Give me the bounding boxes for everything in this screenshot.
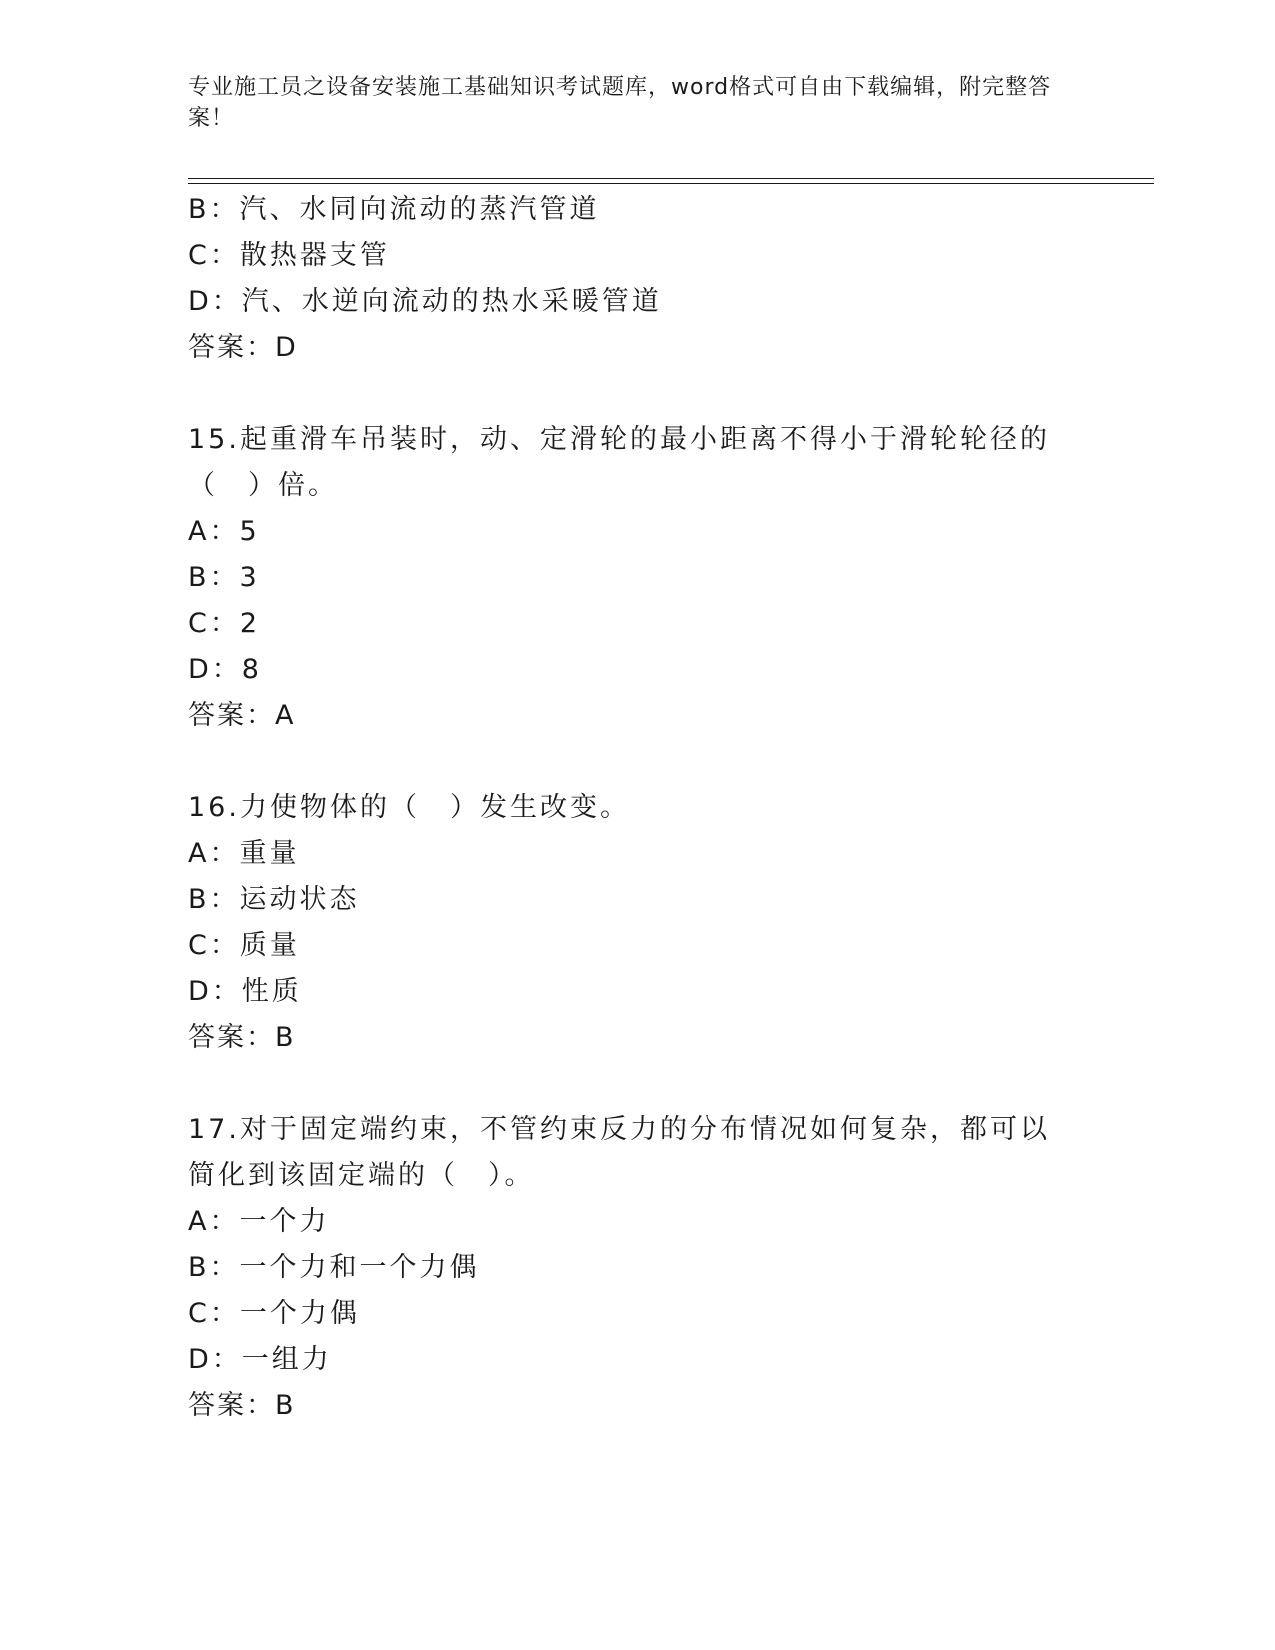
spacer [188, 371, 1088, 417]
option-c: C：2 [188, 608, 261, 639]
question-15 [188, 417, 1088, 739]
option-d: D：汽、水逆向流动的热水采暖管道 [188, 286, 662, 317]
option-b: B：运动状态 [188, 884, 360, 915]
question-stem: 17.对于固定端约束，不管约束反力的分布情况如何复杂，都可以简化到该固定端的（ ）。 [188, 1114, 1050, 1191]
question-list [188, 187, 1088, 1429]
question-stem: 16.力使物体的（ ）发生改变。 [188, 792, 630, 823]
option-b: B：一个力和一个力偶 [188, 1252, 480, 1283]
answer-line: 答案：D [188, 332, 298, 363]
answer-line: 答案：B [188, 1390, 296, 1421]
question-17 [188, 1107, 1088, 1429]
option-d: D：一组力 [188, 1344, 332, 1375]
document-header: 专业施工员之设备安装施工基础知识考试题库，word格式可自由下载编辑，附完整答案！ [188, 75, 1052, 131]
option-a: A：一个力 [188, 1206, 330, 1237]
option-c: C：质量 [188, 930, 300, 961]
option-b: B：3 [188, 562, 260, 593]
option-d: D：性质 [188, 976, 302, 1007]
option-b: B：汽、水同向流动的蒸汽管道 [188, 194, 600, 225]
option-c: C：一个力偶 [188, 1298, 360, 1329]
spacer [188, 1061, 1088, 1107]
option-d: D：8 [188, 654, 262, 685]
question-stem: 15.起重滑车吊装时，动、定滑轮的最小距离不得小于滑轮轮径的（ ）倍。 [188, 424, 1050, 501]
option-a: A：5 [188, 516, 260, 547]
prev-question-tail [188, 187, 1088, 371]
question-16 [188, 785, 1088, 1061]
answer-line: 答案：A [188, 700, 296, 731]
header-divider-bottom [188, 183, 1154, 184]
answer-line: 答案：B [188, 1022, 296, 1053]
header-divider-top [188, 178, 1154, 179]
option-c: C：散热器支管 [188, 240, 390, 271]
option-a: A：重量 [188, 838, 300, 869]
spacer [188, 739, 1088, 785]
